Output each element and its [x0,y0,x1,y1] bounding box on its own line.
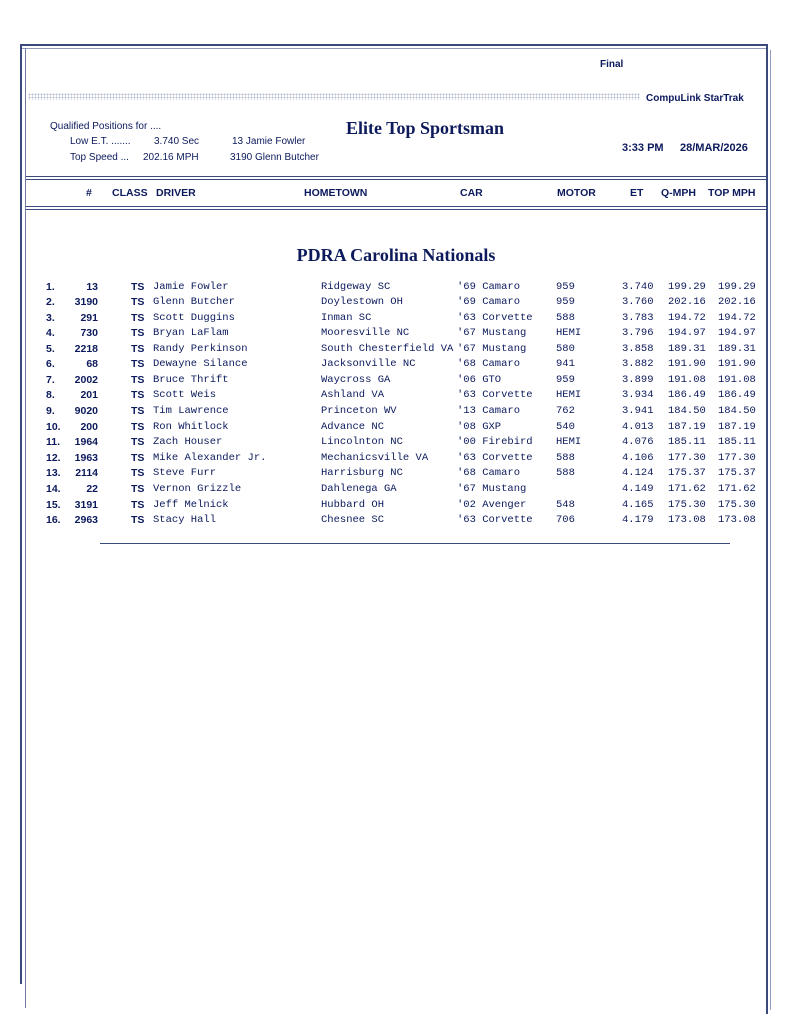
row-car-number: 1964 [74,436,98,448]
row-class: TS [131,327,145,339]
row-qmph: 189.31 [668,343,706,355]
row-qmph: 186.49 [668,389,706,401]
col-header-car: CAR [460,187,483,199]
row-motor: 580 [556,343,575,355]
row-car: '67 Mustang [457,343,527,355]
row-et: 3.858 [622,343,654,355]
row-class: TS [131,343,145,355]
table-row [0,358,792,373]
table-row [0,421,792,436]
row-position: 10. [46,421,61,433]
row-motor: 959 [556,281,575,293]
row-motor: 540 [556,421,575,433]
table-row [0,374,792,389]
row-qmph: 177.30 [668,452,706,464]
row-motor: 588 [556,312,575,324]
table-row [0,327,792,342]
row-hometown: Princeton WV [321,405,397,417]
row-topmph: 189.31 [718,343,756,355]
top-speed-holder: 3190 Glenn Butcher [230,152,319,163]
row-hometown: Doylestown OH [321,296,403,308]
row-car: '68 Camaro [457,467,521,479]
class-title: Elite Top Sportsman [346,118,505,138]
table-row [0,436,792,451]
row-car: '06 GTO [457,374,502,386]
row-car-number: 3191 [74,499,98,511]
table-row [0,312,792,327]
row-car: '63 Corvette [457,452,533,464]
row-driver: Bruce Thrift [153,374,229,386]
row-driver: Vernon Grizzle [153,483,242,495]
row-car-number: 13 [86,281,98,293]
row-topmph: 177.30 [718,452,756,464]
row-position: 4. [46,327,55,339]
row-topmph: 173.08 [718,514,756,526]
top-speed-label: Top Speed ... [70,152,129,163]
row-topmph: 186.49 [718,389,756,401]
row-hometown: Lincolnton NC [321,436,403,448]
row-car: '69 Camaro [457,296,521,308]
row-driver: Bryan LaFlam [153,327,229,339]
dotted-band [28,93,640,100]
row-driver: Dewayne Silance [153,358,248,370]
row-car-number: 68 [86,358,98,370]
row-position: 7. [46,374,55,386]
col-header-num: # [86,187,92,199]
low-et-holder: 13 Jamie Fowler [232,136,306,147]
table-row [0,483,792,498]
row-car: '08 GXP [457,421,502,433]
col-header-et: ET [630,187,644,199]
col-header-hometown: HOMETOWN [304,187,368,199]
row-class: TS [131,358,145,370]
row-topmph: 187.19 [718,421,756,433]
row-qmph: 171.62 [668,483,706,495]
event-title: PDRA Carolina Nationals [296,245,496,265]
row-hometown: Ridgeway SC [321,281,391,293]
row-qmph: 173.08 [668,514,706,526]
row-et: 4.076 [622,436,654,448]
row-car-number: 201 [80,389,98,401]
row-class: TS [131,452,145,464]
row-driver: Randy Perkinson [153,343,248,355]
row-class: TS [131,514,145,526]
row-et: 3.796 [622,327,654,339]
row-class: TS [131,389,145,401]
row-hometown: Dahlenega GA [321,483,397,495]
row-hometown: Waycross GA [321,374,391,386]
top-speed-value: 202.16 MPH [143,152,199,163]
row-driver: Stacy Hall [153,514,217,526]
table-row [0,281,792,296]
table-row [0,405,792,420]
low-et-label: Low E.T. ....... [70,136,131,147]
row-car-number: 730 [80,327,98,339]
table-row [0,296,792,311]
row-class: TS [131,312,145,324]
row-car-number: 200 [80,421,98,433]
low-et-value: 3.740 Sec [154,136,200,147]
row-hometown: Chesnee SC [321,514,385,526]
frame-top-border [20,44,768,46]
table-row [0,389,792,404]
row-hometown: Jacksonville NC [321,358,416,370]
col-header-motor: MOTOR [557,187,596,199]
row-class: TS [131,374,145,386]
row-motor: HEMI [556,389,582,401]
row-hometown: South Chesterfield VA [321,343,454,355]
row-topmph: 175.30 [718,499,756,511]
row-hometown: Mechanicsville VA [321,452,429,464]
row-driver: Jeff Melnick [153,499,229,511]
row-class: TS [131,436,145,448]
row-qmph: 175.37 [668,467,706,479]
row-qmph: 191.08 [668,374,706,386]
row-et: 3.740 [622,281,654,293]
row-position: 11. [46,436,61,448]
row-driver: Tim Lawrence [153,405,229,417]
row-class: TS [131,467,145,479]
row-class: TS [131,499,145,511]
row-driver: Zach Houser [153,436,223,448]
row-hometown: Harrisburg NC [321,467,403,479]
row-hometown: Hubbard OH [321,499,385,511]
report-date: 28/MAR/2026 [680,142,748,154]
row-car-number: 1963 [74,452,98,464]
table-row [0,467,792,482]
row-motor: HEMI [556,436,582,448]
row-motor: 588 [556,467,575,479]
row-et: 4.106 [622,452,654,464]
row-qmph: 194.72 [668,312,706,324]
row-car: '63 Corvette [457,312,533,324]
row-class: TS [131,483,145,495]
row-topmph: 202.16 [718,296,756,308]
row-position: 12. [46,452,61,464]
header-rule-top [26,176,766,177]
table-row [0,343,792,358]
row-position: 8. [46,389,55,401]
row-car: '63 Corvette [457,514,533,526]
row-driver: Jamie Fowler [153,281,229,293]
row-et: 3.934 [622,389,654,401]
row-car: '63 Corvette [457,389,533,401]
row-qmph: 199.29 [668,281,706,293]
row-motor: HEMI [556,327,582,339]
row-motor: 959 [556,296,575,308]
row-car-number: 2963 [74,514,98,526]
row-motor: 588 [556,452,575,464]
frame-right-inner-border [770,50,771,1010]
header-rule-bottom [26,206,766,207]
row-qmph: 175.30 [668,499,706,511]
row-driver: Ron Whitlock [153,421,229,433]
row-et: 3.882 [622,358,654,370]
frame-right-border [766,44,768,1014]
row-hometown: Advance NC [321,421,385,433]
row-et: 4.165 [622,499,654,511]
row-topmph: 171.62 [718,483,756,495]
row-car-number: 22 [86,483,98,495]
row-hometown: Ashland VA [321,389,385,401]
row-qmph: 187.19 [668,421,706,433]
row-car: '67 Mustang [457,327,527,339]
row-et: 4.179 [622,514,654,526]
row-topmph: 184.50 [718,405,756,417]
row-car-number: 291 [80,312,98,324]
row-topmph: 185.11 [718,436,756,448]
row-position: 16. [46,514,61,526]
row-driver: Mike Alexander Jr. [153,452,267,464]
row-et: 3.941 [622,405,654,417]
row-qmph: 194.97 [668,327,706,339]
row-qmph: 191.90 [668,358,706,370]
col-header-qmph: Q-MPH [661,187,696,199]
row-car: '67 Mustang [457,483,527,495]
header-rule-bottom-2 [26,209,766,210]
row-position: 1. [46,281,55,293]
row-class: TS [131,405,145,417]
row-motor: 706 [556,514,575,526]
row-position: 6. [46,358,55,370]
table-end-rule [100,543,730,544]
system-brand: CompuLink StarTrak [646,93,744,104]
row-class: TS [131,281,145,293]
table-row [0,452,792,467]
row-motor: 762 [556,405,575,417]
row-position: 15. [46,499,61,511]
row-car: '13 Camaro [457,405,521,417]
row-position: 14. [46,483,61,495]
row-car-number: 2114 [75,467,98,479]
row-et: 4.013 [622,421,654,433]
row-position: 13. [46,467,61,479]
row-class: TS [131,296,145,308]
row-qmph: 185.11 [668,436,706,448]
row-motor: 941 [556,358,575,370]
row-driver: Steve Furr [153,467,217,479]
row-motor: 548 [556,499,575,511]
qualified-label: Qualified Positions for .... [50,121,162,132]
row-hometown: Inman SC [321,312,372,324]
row-et: 4.149 [622,483,654,495]
row-topmph: 194.97 [718,327,756,339]
status-label: Final [600,59,624,70]
row-et: 3.760 [622,296,654,308]
row-car-number: 2002 [74,374,98,386]
row-qmph: 184.50 [668,405,706,417]
row-driver: Glenn Butcher [153,296,235,308]
row-motor: 959 [556,374,575,386]
row-position: 9. [46,405,55,417]
row-position: 2. [46,296,55,308]
row-et: 4.124 [622,467,654,479]
row-car-number: 2218 [74,343,98,355]
row-driver: Scott Weis [153,389,217,401]
row-car-number: 9020 [74,405,98,417]
row-et: 3.783 [622,312,654,324]
row-et: 3.899 [622,374,654,386]
row-car-number: 3190 [74,296,98,308]
header-rule-top-2 [26,179,766,180]
row-hometown: Mooresville NC [321,327,410,339]
table-row [0,514,792,529]
row-topmph: 194.72 [718,312,756,324]
table-row [0,499,792,514]
row-topmph: 191.90 [718,358,756,370]
row-topmph: 199.29 [718,281,756,293]
frame-top-inner-border [22,48,768,49]
row-driver: Scott Duggins [153,312,235,324]
row-car: '68 Camaro [457,358,521,370]
row-topmph: 191.08 [718,374,756,386]
report-time: 3:33 PM [622,142,664,154]
row-car: '00 Firebird [457,436,533,448]
col-header-driver: DRIVER [156,187,196,199]
col-header-class: CLASS [112,187,148,199]
row-car: '69 Camaro [457,281,521,293]
row-car: '02 Avenger [457,499,527,511]
row-topmph: 175.37 [718,467,756,479]
row-position: 3. [46,312,55,324]
row-qmph: 202.16 [668,296,706,308]
col-header-topmph: TOP MPH [708,187,756,199]
row-position: 5. [46,343,55,355]
row-class: TS [131,421,145,433]
